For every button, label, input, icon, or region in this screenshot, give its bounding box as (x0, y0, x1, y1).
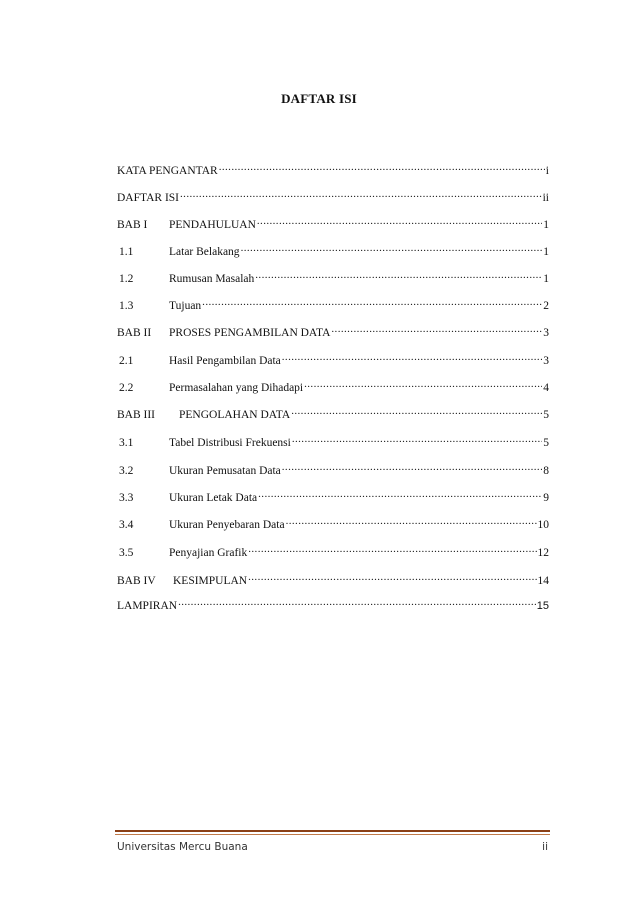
toc-leader-dots (292, 432, 542, 446)
toc-entry-number: BAB IV (117, 575, 156, 587)
toc-entry-1-1[interactable] (117, 241, 549, 257)
toc-entry-number: 2.2 (119, 382, 134, 394)
toc-entry-label: Latar Belakang (169, 246, 240, 258)
toc-entry-1-3[interactable] (117, 295, 549, 311)
footer-university: Universitas Mercu Buana (117, 841, 248, 853)
toc-entry-number: 3.2 (119, 465, 134, 477)
toc-entry-page: ii (542, 192, 549, 204)
toc-entry-daftar-isi[interactable] (117, 187, 549, 203)
toc-leader-dots (219, 160, 545, 174)
toc-leader-dots (304, 377, 542, 391)
toc-entry-label: KESIMPULAN (173, 575, 248, 587)
toc-entry-label: LAMPIRAN (117, 600, 178, 612)
toc-entry-page: 14 (537, 575, 549, 587)
toc-entry-page: 15 (536, 600, 549, 612)
toc-entry-page: 8 (543, 465, 549, 477)
toc-entry-bab-2[interactable] (117, 322, 549, 338)
toc-entry-page: 1 (543, 219, 549, 231)
toc-entry-label: PROSES PENGAMBILAN DATA (169, 327, 331, 339)
toc-entry-page: 3 (543, 355, 549, 367)
toc-entry-number: BAB II (117, 327, 152, 339)
toc-entry-page: 4 (543, 382, 549, 394)
toc-entry-label: Hasil Pengambilan Data (169, 355, 281, 367)
toc-entry-bab-3[interactable] (117, 404, 549, 420)
toc-entry-3-4[interactable] (117, 514, 549, 530)
toc-leader-dots (286, 514, 537, 528)
toc-leader-dots (282, 460, 542, 474)
toc-entry-2-2[interactable] (117, 377, 549, 393)
toc-entry-label: Tabel Distribusi Frekuensi (169, 437, 291, 449)
toc-entry-label: Ukuran Pemusatan Data (169, 465, 281, 477)
toc-entry-page: 5 (543, 437, 549, 449)
toc-entry-number: 3.3 (119, 492, 134, 504)
toc-entry-label: Permasalahan yang Dihadapi (169, 382, 304, 394)
toc-entry-label: KATA PENGANTAR (117, 165, 218, 177)
toc-entry-number: 1.2 (119, 273, 134, 285)
toc-entry-number: 3.1 (119, 437, 134, 449)
toc-entry-page: i (545, 165, 549, 177)
toc-entry-label: Ukuran Letak Data (169, 492, 258, 504)
toc-entry-page: 12 (537, 547, 549, 559)
toc-entry-page: 5 (543, 409, 549, 421)
toc-leader-dots (241, 241, 543, 255)
toc-entry-bab-1[interactable] (117, 214, 549, 230)
toc-entry-lampiran[interactable] (117, 595, 549, 611)
toc-entry-3-5[interactable] (117, 542, 549, 558)
toc-entry-number: 1.3 (119, 300, 134, 312)
toc-leader-dots (178, 595, 536, 609)
toc-leader-dots (331, 322, 542, 336)
toc-entry-page: 1 (543, 273, 549, 285)
toc-entry-label: Tujuan (169, 300, 202, 312)
toc-entry-number: BAB III (117, 409, 156, 421)
toc-leader-dots (282, 350, 542, 364)
toc-entry-page: 1 (543, 246, 549, 258)
toc-leader-dots (248, 542, 536, 556)
toc-entry-3-2[interactable] (117, 460, 549, 476)
toc-entry-number: 2.1 (119, 355, 134, 367)
toc-entry-kata-pengantar[interactable] (117, 160, 549, 176)
toc-entry-page: 2 (543, 300, 549, 312)
toc-leader-dots (257, 214, 542, 228)
toc-entry-number: 3.4 (119, 519, 134, 531)
toc-entry-number: 1.1 (119, 246, 134, 258)
toc-entry-label: PENDAHULUAN (169, 219, 256, 231)
toc-entry-page: 9 (543, 492, 549, 504)
toc-leader-dots (255, 268, 542, 282)
toc-leader-dots (258, 487, 542, 501)
toc-entry-page: 10 (537, 519, 549, 531)
toc-entry-label: DAFTAR ISI (117, 192, 180, 204)
page-title: DAFTAR ISI (281, 91, 357, 106)
toc-entry-label: PENGOLAHAN DATA (179, 409, 291, 421)
toc-entry-3-3[interactable] (117, 487, 549, 503)
toc-entry-1-2[interactable] (117, 268, 549, 284)
toc-entry-label: Ukuran Penyebaran Data (169, 519, 285, 531)
toc-leader-dots (180, 187, 542, 201)
toc-entry-page: 3 (543, 327, 549, 339)
toc-entry-label: Penyajian Grafik (169, 547, 248, 559)
toc-entry-2-1[interactable] (117, 350, 549, 366)
toc-entry-number: 3.5 (119, 547, 134, 559)
footer-rule-thin (115, 834, 550, 835)
footer-rule (115, 830, 550, 832)
toc-leader-dots (248, 570, 536, 584)
toc-leader-dots (291, 404, 542, 418)
toc-entry-number: BAB I (117, 219, 148, 231)
toc-entry-label: Rumusan Masalah (169, 273, 255, 285)
toc-leader-dots (202, 295, 542, 309)
footer-page-number: ii (542, 841, 548, 853)
toc-entry-bab-4[interactable] (117, 570, 549, 586)
toc-entry-3-1[interactable] (117, 432, 549, 448)
